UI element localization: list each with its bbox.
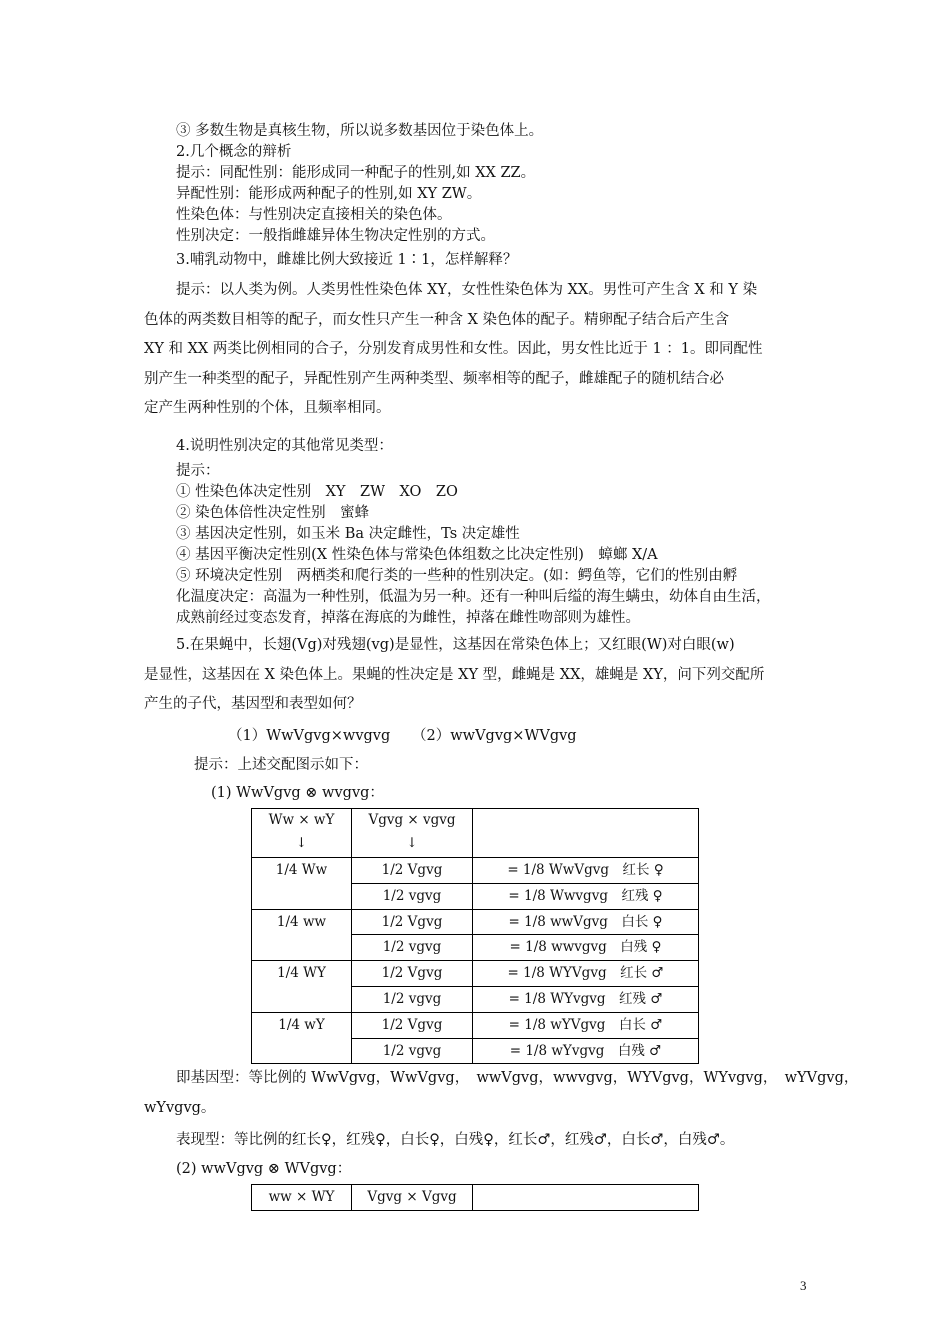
table-cell: 1/2 Vgvg (352, 961, 473, 987)
text-line: 提示： (176, 463, 220, 479)
header-cell: Vgvg × Vgvg (352, 1185, 473, 1211)
table-cell: 1/2 Vgvg (352, 909, 473, 935)
text-line: 提示：同配性别：能形成同一种配子的性别,如 XX ZZ。 (176, 165, 536, 181)
gamete-cell: 1/4 ww (252, 909, 352, 961)
text-line: ② 染色体倍性决定性别 蜜蜂 (176, 505, 370, 521)
header-text: Ww × wY (268, 812, 335, 828)
cross-1-label: (1) WwVgvg ⊗ wvgvg： (211, 785, 384, 801)
table-header-row (252, 1185, 699, 1211)
table-row (252, 909, 699, 935)
table-header-row (252, 809, 699, 858)
table-cell: = 1/8 wwVgvg 白长 ♀ (473, 909, 699, 935)
header-cell (473, 809, 699, 858)
gamete-cell: 1/4 wY (252, 1012, 352, 1064)
text-line: 性别决定：一般指雌雄异体生物决定性别的方式。 (176, 228, 495, 244)
table-row (252, 858, 699, 884)
text-line: ⑤ 环境决定性别 两栖类和爬行类的一些种的性别决定。(如：鳄鱼等，它们的性别由孵 (176, 568, 738, 584)
page-number: 3 (800, 1278, 807, 1293)
arrow-down-icon: ↓ (295, 835, 308, 851)
question-3-answer (144, 276, 809, 424)
table-cell: 1/2 Vgvg (352, 858, 473, 884)
answer-line: 提示：以人类为例。人类男性性染色体 XY，女性性染色体为 XX。男性可产生含 X 和 Y 染 (176, 282, 758, 298)
table-cell: = 1/8 Wwvgvg 红残 ♀ (473, 883, 699, 909)
summary-line: 即基因型：等比例的 WwVgvg，WwVgvg， wwVgvg，wwvgvg，WYVgvg，WYvgvg， wYVgvg， (176, 1070, 859, 1086)
table-cell: = 1/8 WYVgvg 红长 ♂ (473, 961, 699, 987)
header-cell (252, 809, 352, 858)
answer-line: 别产生一种类型的配子，异配性别产生两种类型、频率相等的配子，雌雄配子的随机结合必 (144, 370, 724, 387)
section-heading: 2.几个概念的辩析 (176, 144, 292, 160)
cross-2-table (251, 1184, 699, 1211)
header-text: Vgvg × vgvg (368, 812, 456, 828)
table-cell: 1/2 vgvg (352, 986, 473, 1012)
text-line: 异配性别：能形成两种配子的性别,如 XY ZW。 (176, 186, 482, 202)
summary-line: wYvgvg。 (144, 1099, 216, 1116)
text-line: 成熟前经过变态发育，掉落在海底的为雌性，掉落在雌性吻部则为雄性。 (176, 610, 640, 626)
question-line: 是显性，这基因在 X 染色体上。果蝇的性决定是 XY 型，雌蝇是 XX，雄蝇是 XY，问下列交配所 (144, 666, 765, 683)
gamete-cell: 1/4 Ww (252, 858, 352, 910)
text-line: 性染色体：与性别决定直接相关的染色体。 (176, 207, 452, 223)
table-cell: 1/2 Vgvg (352, 1012, 473, 1038)
gamete-cell: 1/4 WY (252, 961, 352, 1013)
table-cell: 1/2 vgvg (352, 935, 473, 961)
answer-line: 色体的两类数目相等的配子，而女性只产生一种含 X 染色体的配子。精卵配子结合后产生含 (144, 311, 730, 328)
text-line: ③ 基因决定性别，如玉米 Ba 决定雌性，Ts 决定雄性 (176, 526, 520, 542)
table-row (252, 1012, 699, 1038)
text-line: ③ 多数生物是真核生物，所以说多数基因位于染色体上。 (176, 123, 544, 139)
genotype-summary (144, 1064, 859, 1123)
header-cell: ww × WY (252, 1185, 352, 1211)
question-line: 5.在果蝇中，长翅(Vg)对残翅(vg)是显性，这基因在常染色体上；又红眼(W)对白眼(w) (176, 637, 735, 653)
table-cell: = 1/8 wYvgvg 白残 ♂ (473, 1038, 699, 1064)
phenotype-summary: 表现型：等比例的红长♀，红残♀，白长♀，白残♀，红长♂，红残♂，白长♂，白残♂。 (176, 1132, 735, 1148)
answer-line: 定产生两种性别的个体，且频率相同。 (144, 400, 391, 416)
question-line: 产生的子代，基因型和表型如何？ (144, 696, 362, 712)
table-cell: = 1/8 WYvgvg 红残 ♂ (473, 986, 699, 1012)
question-4: 4.说明性别决定的其他常见类型： (176, 438, 393, 454)
header-cell (473, 1185, 699, 1211)
table-cell: 1/2 vgvg (352, 1038, 473, 1064)
text-line: 化温度决定：高温为一种性别，低温为另一种。还有一种叫后缢的海生螨虫，幼体自由生活， (176, 589, 771, 605)
table-cell: 1/2 vgvg (352, 883, 473, 909)
arrow-down-icon: ↓ (406, 835, 418, 851)
cross-1-table (251, 808, 699, 1064)
hint-line: 提示：上述交配图示如下： (194, 757, 368, 773)
table-cell: = 1/8 wYVgvg 白长 ♂ (473, 1012, 699, 1038)
header-cell (352, 809, 473, 858)
table-cell: = 1/8 WwVgvg 红长 ♀ (473, 858, 699, 884)
table-row (252, 961, 699, 987)
question-3: 3.哺乳动物中，雌雄比例大致接近 1∶1，怎样解释？ (176, 252, 518, 268)
text-line: ① 性染色体决定性别 XY ZW XO ZO (176, 484, 458, 500)
crosses-line: （1）WwVgvg×wvgvg （2）wwVgvg×WVgvg (228, 728, 577, 744)
cross-2-label: (2) wwVgvg ⊗ WVgvg： (176, 1161, 352, 1177)
table-cell: = 1/8 wwvgvg 白残 ♀ (473, 935, 699, 961)
text-line: ④ 基因平衡决定性别(X 性染色体与常染色体组数之比决定性别) 蟑螂 X/A (176, 547, 658, 563)
answer-line: XY 和 XX 两类比例相同的合子，分别发育成男性和女性。因此，男女性比近于 1 ：1。即同配性 (144, 341, 763, 357)
question-5 (144, 631, 809, 720)
